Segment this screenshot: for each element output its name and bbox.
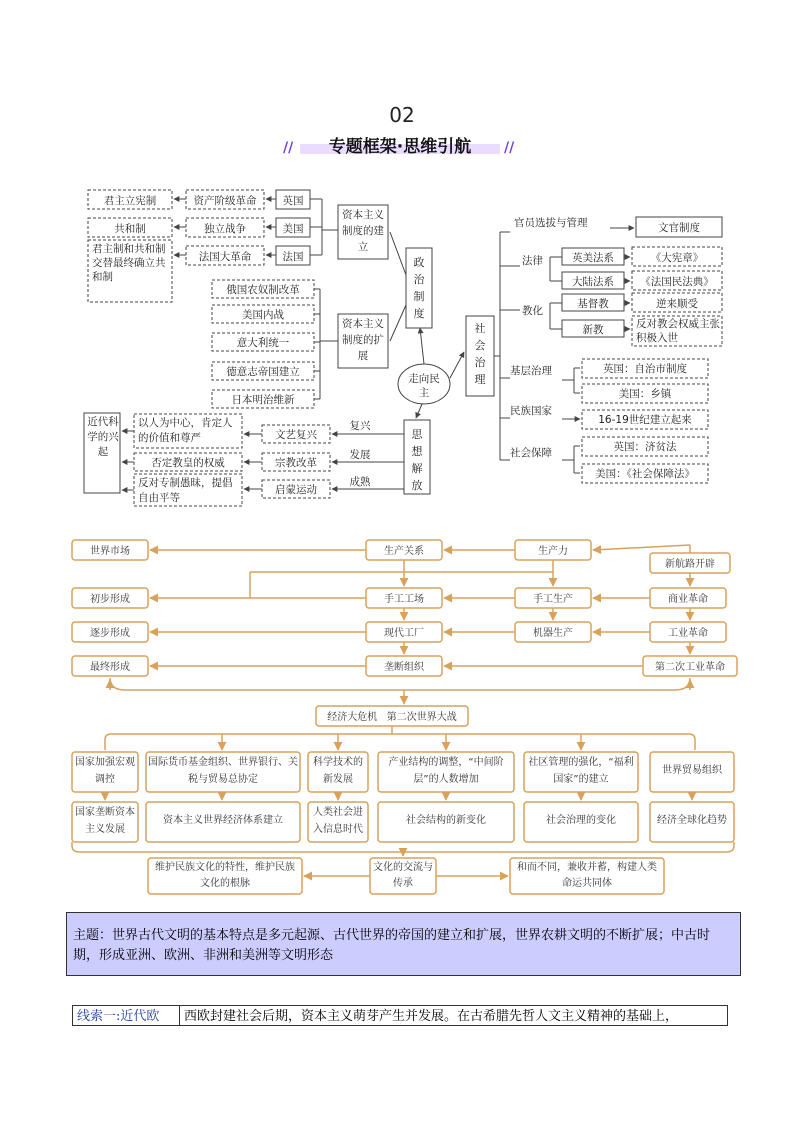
theme-box [66, 912, 741, 976]
expand-item-japan: 日本明治维新 [231, 394, 295, 406]
stage-maturity: 成熟 [349, 476, 371, 488]
grassroots-item-usa: 美国：乡镇 [618, 388, 672, 400]
establish-label: 资本主义制度的建立 [342, 209, 384, 253]
node-final-formation: 最终形成 [90, 662, 130, 673]
node-handicraft: 手工生产 [533, 594, 573, 605]
event-independence-war: 独立战争 [204, 223, 246, 235]
expand-item-germany: 德意志帝国建立 [226, 366, 300, 378]
enlightenment-content: 反对专制愚昧，提倡自由平等 [138, 477, 233, 504]
decor-slash-right: // [504, 140, 515, 156]
node-initial-formation: 初步形成 [90, 594, 130, 605]
politics-label: 政治制度 [413, 256, 425, 320]
result-republic: 共和制 [114, 223, 146, 235]
node-gradual-formation: 逐步形成 [90, 628, 130, 639]
node-productive-forces: 生产力 [538, 546, 568, 557]
welfare-item-usa: 美国：《社会保障法》 [595, 468, 695, 480]
country-usa: 美国 [282, 223, 304, 235]
cause-science: 科学技术的新发展 [313, 757, 363, 785]
thought-label: 思想解放 [411, 428, 423, 492]
result-france: 君主制和共和制交替最终确立共和制 [92, 243, 166, 283]
law-item-magna-carta: 《大宪章》 [650, 252, 704, 264]
society-label: 社会治理 [474, 322, 486, 386]
expand-item-italy: 意大利统一 [236, 337, 290, 349]
cause-macro-control: 国家加强宏观调控 [75, 757, 135, 785]
decor-slash-left: // [283, 140, 294, 156]
welfare-label: 社会保障 [510, 447, 552, 459]
event-french-revolution: 法国大革命 [198, 251, 252, 263]
grassroots-label: 基层治理 [510, 365, 552, 377]
result-governance: 社会治理的变化 [546, 815, 616, 826]
theme-text: 主题：世界古代文明的基本特点是多元起源、古代世界的帝国的建立和扩展，世界农耕文明的不断扩展；中古时期，形成亚洲、欧洲、非洲和美洲等文明形态 [73, 928, 711, 963]
clue-row [72, 1005, 728, 1026]
result-constitutional-monarchy: 君主立宪制 [103, 195, 157, 207]
culture-left: 维护民族文化的特性，维护民族文化的根脉 [155, 862, 295, 889]
nation-item: 16-19世纪建立起来 [598, 414, 692, 426]
movement-enlightenment: 启蒙运动 [275, 484, 317, 496]
expand-label: 资本主义制度的扩展 [342, 318, 384, 362]
event-bourgeois-revolution: 资产阶级革命 [193, 195, 257, 207]
result-social-structure: 社会结构的新变化 [406, 815, 486, 826]
expand-item-us-civil-war: 美国内战 [242, 309, 284, 321]
education-item-submission: 逆来顺受 [656, 298, 698, 310]
result-world-economy: 资本主义世界经济体系建立 [163, 815, 283, 826]
expand-item-russia: 俄国农奴制改革 [226, 284, 300, 296]
stage-development: 发展 [349, 449, 371, 461]
clue-tag: 线索一:近代欧 [72, 1005, 180, 1026]
movement-reformation: 宗教改革 [275, 457, 317, 469]
culture-center: 文化的交流与传承 [373, 862, 433, 889]
law-label: 法律 [522, 255, 543, 267]
reformation-content: 否定教皇的权威 [151, 457, 225, 469]
officials-item: 文官制度 [658, 222, 700, 234]
result-information-age: 人类社会进入信息时代 [313, 807, 363, 835]
node-second-industrial: 第二次工业革命 [655, 662, 725, 673]
node-crisis-war: 经济大危机 第二次世界大战 [327, 712, 457, 723]
education-christianity: 基督教 [577, 298, 609, 310]
cause-industry-structure: 产业结构的调整，“中间阶层”的人数增加 [388, 757, 504, 785]
nation-label: 民族国家 [510, 405, 552, 417]
education-protestantism: 新教 [582, 324, 604, 336]
law-item-civil-code: 《法国民法典》 [640, 276, 714, 288]
node-modern-factory: 现代工厂 [384, 628, 424, 639]
movement-renaissance: 文艺复兴 [275, 429, 317, 441]
cause-imf: 国际货币基金组织、世界银行、关税与贸易总协定 [148, 757, 298, 785]
officials-label: 官员选拔与管理 [514, 217, 588, 229]
node-world-market: 世界市场 [90, 546, 130, 557]
stage-revival: 复兴 [349, 420, 371, 432]
center-node: 走向民主 [408, 373, 440, 399]
grassroots-item-britain: 英国：自治市制度 [603, 363, 687, 375]
section-title: 专题框架·思维引航 [300, 132, 500, 154]
science-rise-label: 近代科学的兴起 [87, 416, 119, 458]
culture-right: 和而不同，兼收并蓄，构建人类命运共同体 [517, 862, 657, 889]
node-commercial-revolution: 商业革命 [668, 594, 708, 605]
clue-text: 西欧封建社会后期，资本主义萌芽产生并发展。在古希腊先哲人文主义精神的基础上， [180, 1005, 728, 1026]
country-france: 法国 [282, 251, 304, 263]
result-globalization: 经济全球化趋势 [657, 815, 727, 826]
node-monopoly: 垄断组织 [384, 662, 424, 673]
node-new-routes: 新航路开辟 [665, 559, 715, 570]
education-label: 教化 [522, 305, 543, 317]
section-number: 02 [389, 103, 415, 127]
renaissance-content: 以人为中心，肯定人的价值和尊严 [138, 417, 233, 444]
education-item-oppose-church: 反对教会权威主张积极入世 [636, 318, 720, 344]
law-system-anglo: 英美法系 [572, 252, 614, 264]
welfare-item-britain: 英国：济贫法 [613, 441, 677, 453]
result-state-monopoly: 国家垄断资本主义发展 [75, 807, 135, 835]
node-industrial-revolution: 工业革命 [668, 628, 708, 639]
country-britain: 英国 [282, 195, 304, 207]
node-machine-production: 机器生产 [533, 628, 573, 639]
cause-wto: 世界贸易组织 [662, 765, 722, 776]
node-production-relations: 生产关系 [384, 546, 424, 557]
law-system-continental: 大陆法系 [572, 276, 614, 288]
cause-community: 社区管理的强化，“福利国家”的建立 [528, 757, 634, 785]
node-workshop: 手工工场 [384, 594, 424, 605]
